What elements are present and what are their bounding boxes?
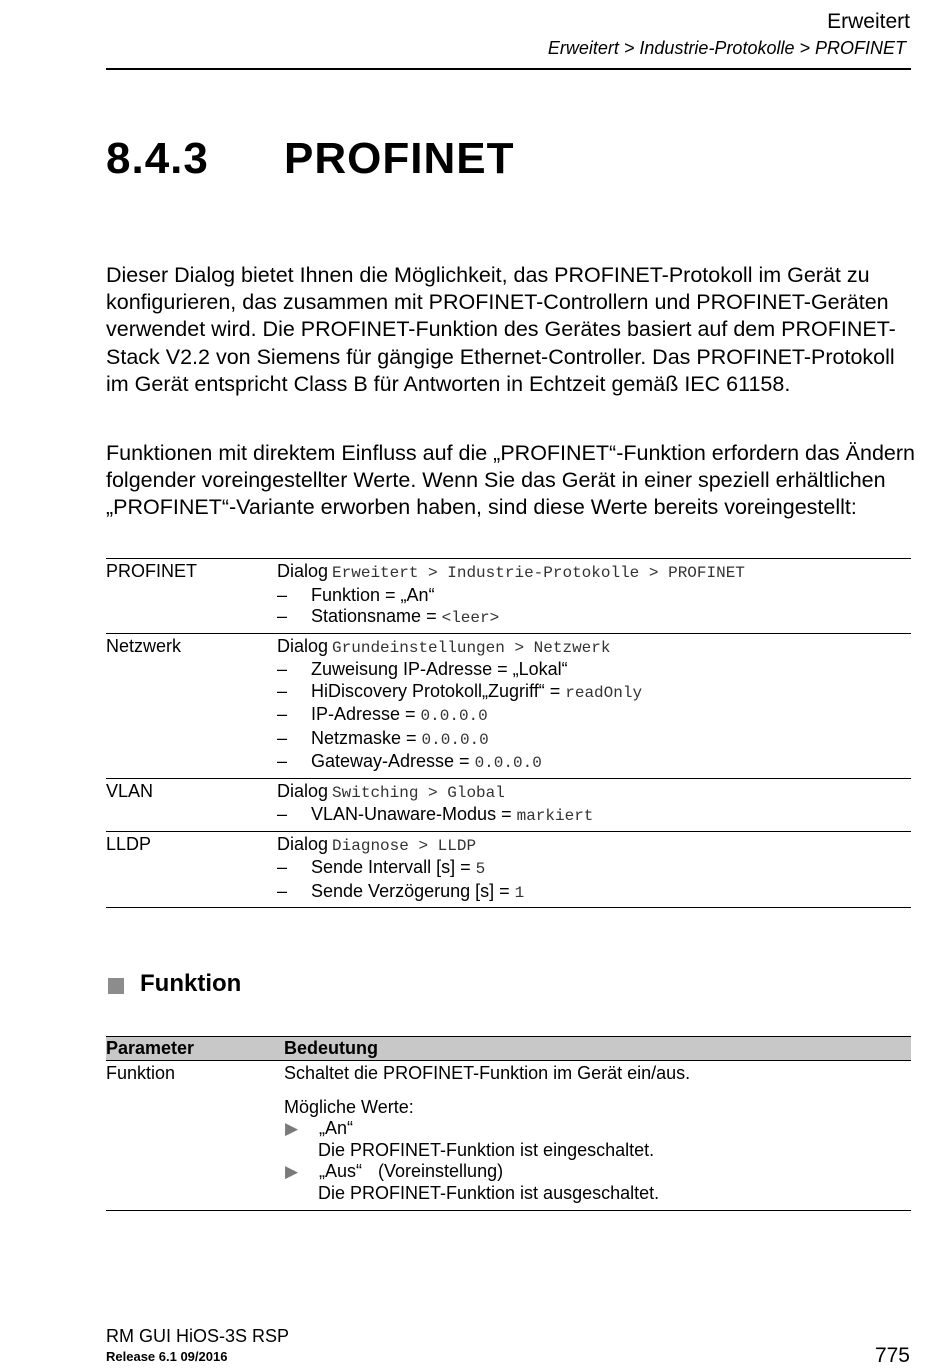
table-row [106,1061,911,1211]
column-header-meaning: Bedeutung [284,1038,378,1058]
settings-category: Netzwerk [106,635,182,656]
intro-paragraph-2: Funktionen mit direktem Einfluss auf die „PROFINET“-Funktion erfordern das Ändern folgender voreingestellter Werte. Wenn Sie das Gerät in einer speziell erhältlichen „PROFINET“-Variante erworben haben, sind diese Werte bereits voreingestellt: [106,441,915,520]
dash: – [277,751,288,771]
dash: – [277,857,288,877]
item-label: HiDiscovery Protokoll„Zugriff“ = [311,680,566,701]
right-triangle-icon: ▶ [285,1162,299,1181]
dash: – [277,606,288,626]
dash: – [277,880,288,901]
item-value: <leer> [441,609,500,627]
dialog-line [277,834,911,858]
settings-item [277,857,911,881]
running-header-breadcrumb: Erweitert > Industrie-Protokolle > PROFINET [547,38,906,58]
settings-item [277,704,911,728]
settings-item [277,659,911,681]
value-name: „An“ [319,1118,354,1138]
dialog-line [277,781,911,805]
dialog-label: Dialog [277,780,329,801]
value-option-an [284,1118,911,1140]
footer-release: Release 6.1 09/2016 [106,1349,228,1364]
item-label: Stationsname = [311,606,442,626]
item-label: Netzmaske = [311,727,422,748]
possible-values-label: Mögliche Werte: [284,1096,414,1117]
settings-body [277,636,911,775]
dash: – [277,704,288,724]
dialog-path: Switching > Global [332,783,505,802]
settings-item [277,606,911,630]
settings-item [277,804,911,828]
footer-product: RM GUI HiOS-3S RSP [106,1326,290,1346]
dialog-label: Dialog [277,833,329,854]
value-option-aus [284,1161,911,1183]
settings-body [277,561,911,630]
header-divider [106,68,911,70]
dash: – [277,804,288,824]
item-value: markiert [516,807,594,825]
parameter-table [106,1036,911,1211]
dialog-label: Dialog [277,561,329,581]
value-explanation: Die PROFINET-Funktion ist ausgeschaltet. [318,1182,660,1203]
dash: – [277,659,288,679]
dash: – [277,584,288,605]
settings-body [277,834,911,905]
chapter-title: PROFINET [284,134,515,183]
item-value: 0.0.0.0 [420,707,488,725]
parameter-name: Funktion [106,1063,176,1083]
settings-item [277,751,911,775]
item-value: 0.0.0.0 [421,730,489,749]
gray-square-icon [108,978,124,994]
chapter-number: 8.4.3 [106,134,209,183]
dialog-path: Grundeinstellungen > Netzwerk [332,638,611,657]
default-note: (Voreinstellung) [378,1161,504,1181]
dialog-line [277,636,911,660]
intro-paragraph-1: Dieser Dialog bietet Ihnen die Möglichkeit, das PROFINET-Protokoll im Gerät zu konfigurieren, das zusammen mit PROFINET-Controllern und PROFINET-Geräten verwendet wird. Die PROFINET-Funktion des Gerätes basiert auf dem PROFINET-Stack V2.2 von Siemens für gängige Ethernet-Controller. Das PROFINET-Protokoll im Gerät entspricht Class B für Antworten in Echtzeit gemäß IEC 61158. [106,263,896,396]
value-name: „Aus“ [319,1161,363,1181]
dash: – [277,680,288,701]
settings-item [277,585,911,607]
item-label: IP-Adresse = [311,704,421,724]
item-value: 1 [514,883,525,902]
description-text: Schaltet die PROFINET-Funktion im Gerät ein/aus. [284,1063,691,1083]
settings-category: LLDP [106,833,152,854]
table-header-row [106,1037,911,1061]
item-value: 0.0.0.0 [474,754,542,772]
settings-row-netzwerk [106,634,911,779]
settings-item [277,881,911,905]
item-value: readOnly [565,683,643,702]
item-value: 5 [475,860,486,878]
dialog-label: Dialog [277,635,329,656]
item-label: Sende Verzögerung [s] = [311,880,515,901]
item-label: VLAN-Unaware-Modus = [311,804,517,824]
settings-category: VLAN [106,780,154,801]
default-settings-table [106,558,911,908]
page-number: 775 [874,1344,910,1367]
section-title: Funktion [140,970,242,997]
settings-item [277,728,911,752]
right-triangle-icon: ▶ [285,1119,299,1138]
dialog-path: Erweitert > Industrie-Protokolle > PROFINET [332,564,745,582]
settings-item [277,681,911,705]
settings-row-profinet [106,559,911,634]
column-header-parameter: Parameter [106,1038,195,1058]
parameter-description [284,1063,911,1204]
settings-category: PROFINET [106,561,198,581]
dialog-line [277,561,911,585]
dialog-path: Diagnose > LLDP [332,836,477,855]
settings-row-vlan [106,779,911,832]
value-explanation: Die PROFINET-Funktion ist eingeschaltet. [318,1139,655,1160]
item-label: Gateway-Adresse = [311,751,475,771]
item-label: Zuweisung IP-Adresse = „Lokal“ [311,659,568,679]
settings-row-lldp [106,832,911,909]
running-header-title: Erweitert [827,10,910,33]
item-label: Funktion = „An“ [311,584,435,605]
dash: – [277,727,288,748]
settings-body [277,781,911,828]
item-label: Sende Intervall [s] = [311,857,476,877]
